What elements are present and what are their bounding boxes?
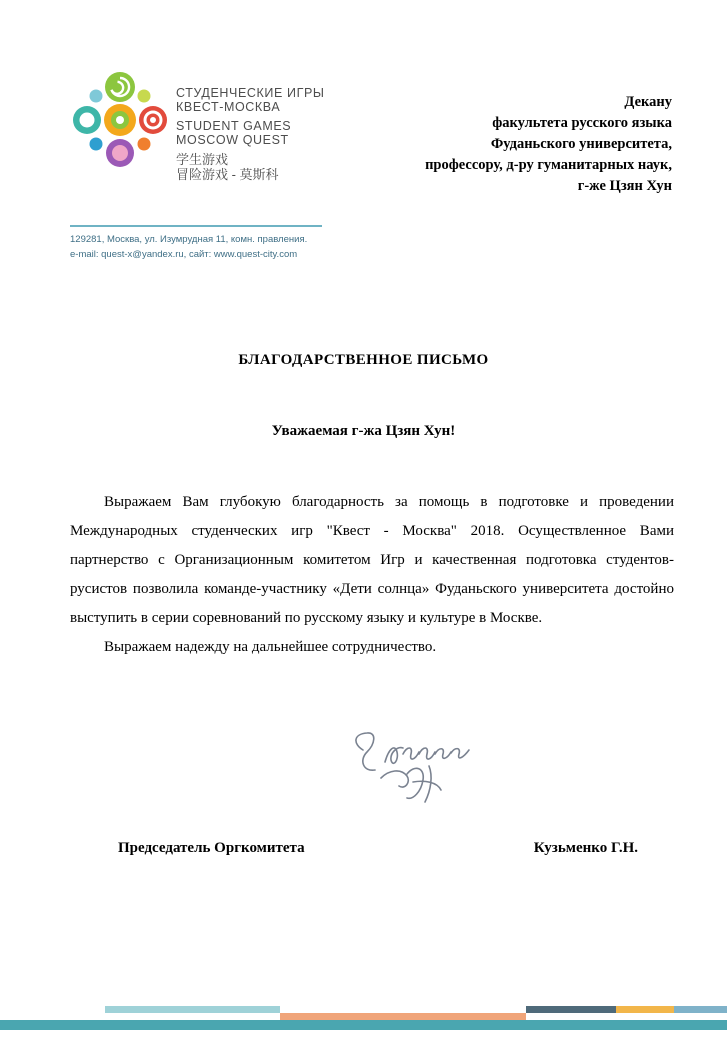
logo-line-4: MOSCOW QUEST (176, 133, 289, 147)
logo-line-1: СТУДЕНЧЕСКИЕ ИГРЫ (176, 86, 325, 100)
logo-line-3: STUDENT GAMES (176, 119, 292, 133)
contact-address: 129281, Москва, ул. Изумрудная 11, комн. правления. (70, 234, 308, 245)
addressee-line-5: г-же Цзян Хун (577, 178, 672, 194)
quest-flower-logo-icon (70, 70, 170, 170)
handwritten-signature (345, 720, 495, 830)
signer-name: Кузьменко Г.Н. (533, 840, 638, 856)
header-divider (70, 225, 322, 227)
body-paragraph-1: Выражаем Вам глубокую благодарность за помощь в подготовке и проведении Международных студенческих игр "Квест - Москва" 2018. Осуществленное Вами партнерство с Организационным комитетом Игр и качественная подготовка студентов-русистов позволила команде-участнику «Дети солнца» Фуданьского университета достойно выступить в серии соревнований по русскому языку и культуре в Москве. (70, 494, 674, 626)
logo-line-6: 冒险游戏 - 莫斯科 (176, 167, 279, 182)
logo-block (70, 70, 325, 182)
letterhead (0, 70, 727, 197)
signer-role: Председатель Оргкомитета (118, 840, 305, 856)
signature-line (70, 840, 674, 857)
addressee-line-2: факультета русского языка (492, 115, 672, 131)
salutation: Уважаемая г-жа Цзян Хун! (271, 423, 456, 439)
logo-line-2: КВЕСТ-МОСКВА (176, 100, 281, 114)
body-paragraph-2: Выражаем надежду на дальнейшее сотрудничество. (104, 639, 437, 655)
logo-wordmark (176, 70, 325, 182)
addressee-line-3: Фуданьского университета, (490, 136, 672, 152)
document-title: БЛАГОДАРСТВЕННОЕ ПИСЬМО (238, 352, 489, 368)
logo-line-5: 学生游戏 (176, 152, 229, 167)
addressee-line-1: Декану (624, 94, 672, 110)
contact-email-site: e-mail: quest-x@yandex.ru, сайт: www.quest-city.com (70, 249, 298, 260)
contact-block (70, 232, 400, 262)
letter-body (70, 488, 674, 662)
footer-color-bars (0, 992, 727, 1037)
addressee-line-4: профессору, д-ру гуманитарных наук, (425, 157, 672, 173)
addressee-block (325, 70, 672, 197)
